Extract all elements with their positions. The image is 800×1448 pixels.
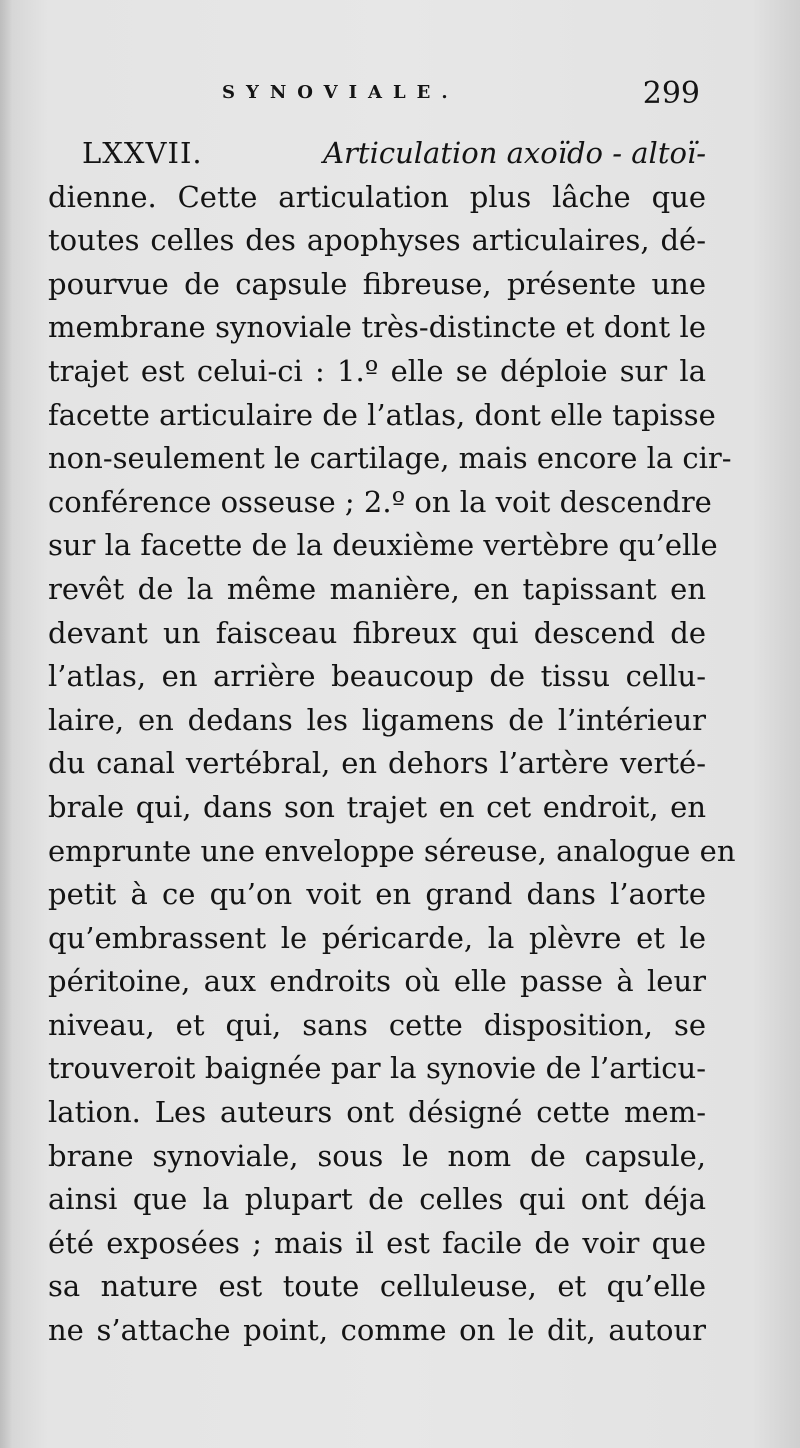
text-line: du canal vertébral, en dehors l’artère verté- bbox=[48, 746, 706, 781]
section-title-start: Articulation axoïdo - altoï- bbox=[323, 136, 706, 170]
text-line: dienne. Cette articulation plus lâche que bbox=[48, 179, 706, 214]
section-heading-line bbox=[48, 132, 706, 176]
text-line: été exposées ; mais il est facile de voir que bbox=[48, 1225, 706, 1260]
text-line: lation. Les auteurs ont désigné cette mem- bbox=[48, 1095, 706, 1130]
body-text bbox=[48, 132, 736, 1353]
text-line: brale qui, dans son trajet en cet endroit, en bbox=[48, 789, 706, 824]
page-header bbox=[222, 76, 700, 116]
spine-shadow bbox=[0, 0, 12, 1448]
text-line: toutes celles des apophyses articulaires, dé- bbox=[48, 223, 706, 258]
text-line: qu’embrassent le péricarde, la plèvre et le bbox=[48, 920, 706, 955]
text-line: emprunte une enveloppe séreuse, analogue en bbox=[48, 833, 736, 868]
text-line: conférence osseuse ; 2.º on la voit descendre bbox=[48, 484, 712, 519]
text-line: petit à ce qu’on voit en grand dans l’aorte bbox=[48, 877, 706, 912]
text-line: sur la facette de la deuxième vertèbre qu’elle bbox=[48, 528, 718, 563]
page-number: 299 bbox=[642, 76, 700, 111]
running-head: SYNOVIALE. bbox=[222, 82, 459, 103]
text-line: facette articulaire de l’atlas, dont elle tapisse bbox=[48, 397, 716, 432]
text-line: brane synoviale, sous le nom de capsule, bbox=[48, 1138, 706, 1173]
text-line: niveau, et qui, sans cette disposition, se bbox=[48, 1007, 706, 1042]
text-line: non-seulement le cartilage, mais encore la cir- bbox=[48, 441, 732, 476]
text-line: devant un faisceau fibreux qui descend de bbox=[48, 615, 706, 650]
text-line: sa nature est toute celluleuse, et qu’elle bbox=[48, 1269, 706, 1304]
text-line: l’atlas, en arrière beaucoup de tissu cellu- bbox=[48, 659, 706, 694]
text-line: ainsi que la plupart de celles qui ont déja bbox=[48, 1182, 706, 1217]
text-line: péritoine, aux endroits où elle passe à leur bbox=[48, 964, 706, 999]
text-line: revêt de la même manière, en tapissant en bbox=[48, 571, 706, 606]
section-number: LXXVII. bbox=[82, 136, 203, 170]
text-line: pourvue de capsule fibreuse, présente une bbox=[48, 266, 706, 301]
text-line: trajet est celui-ci : 1.º elle se déploie sur la bbox=[48, 353, 706, 388]
text-line: trouveroit baignée par la synovie de l’articu- bbox=[48, 1051, 706, 1086]
text-line: laire, en dedans les ligamens de l’intérieur bbox=[48, 702, 706, 737]
text-line: ne s’attache point, comme on le dit, autour bbox=[48, 1313, 706, 1348]
text-line: membrane synoviale très-distincte et dont le bbox=[48, 310, 706, 345]
